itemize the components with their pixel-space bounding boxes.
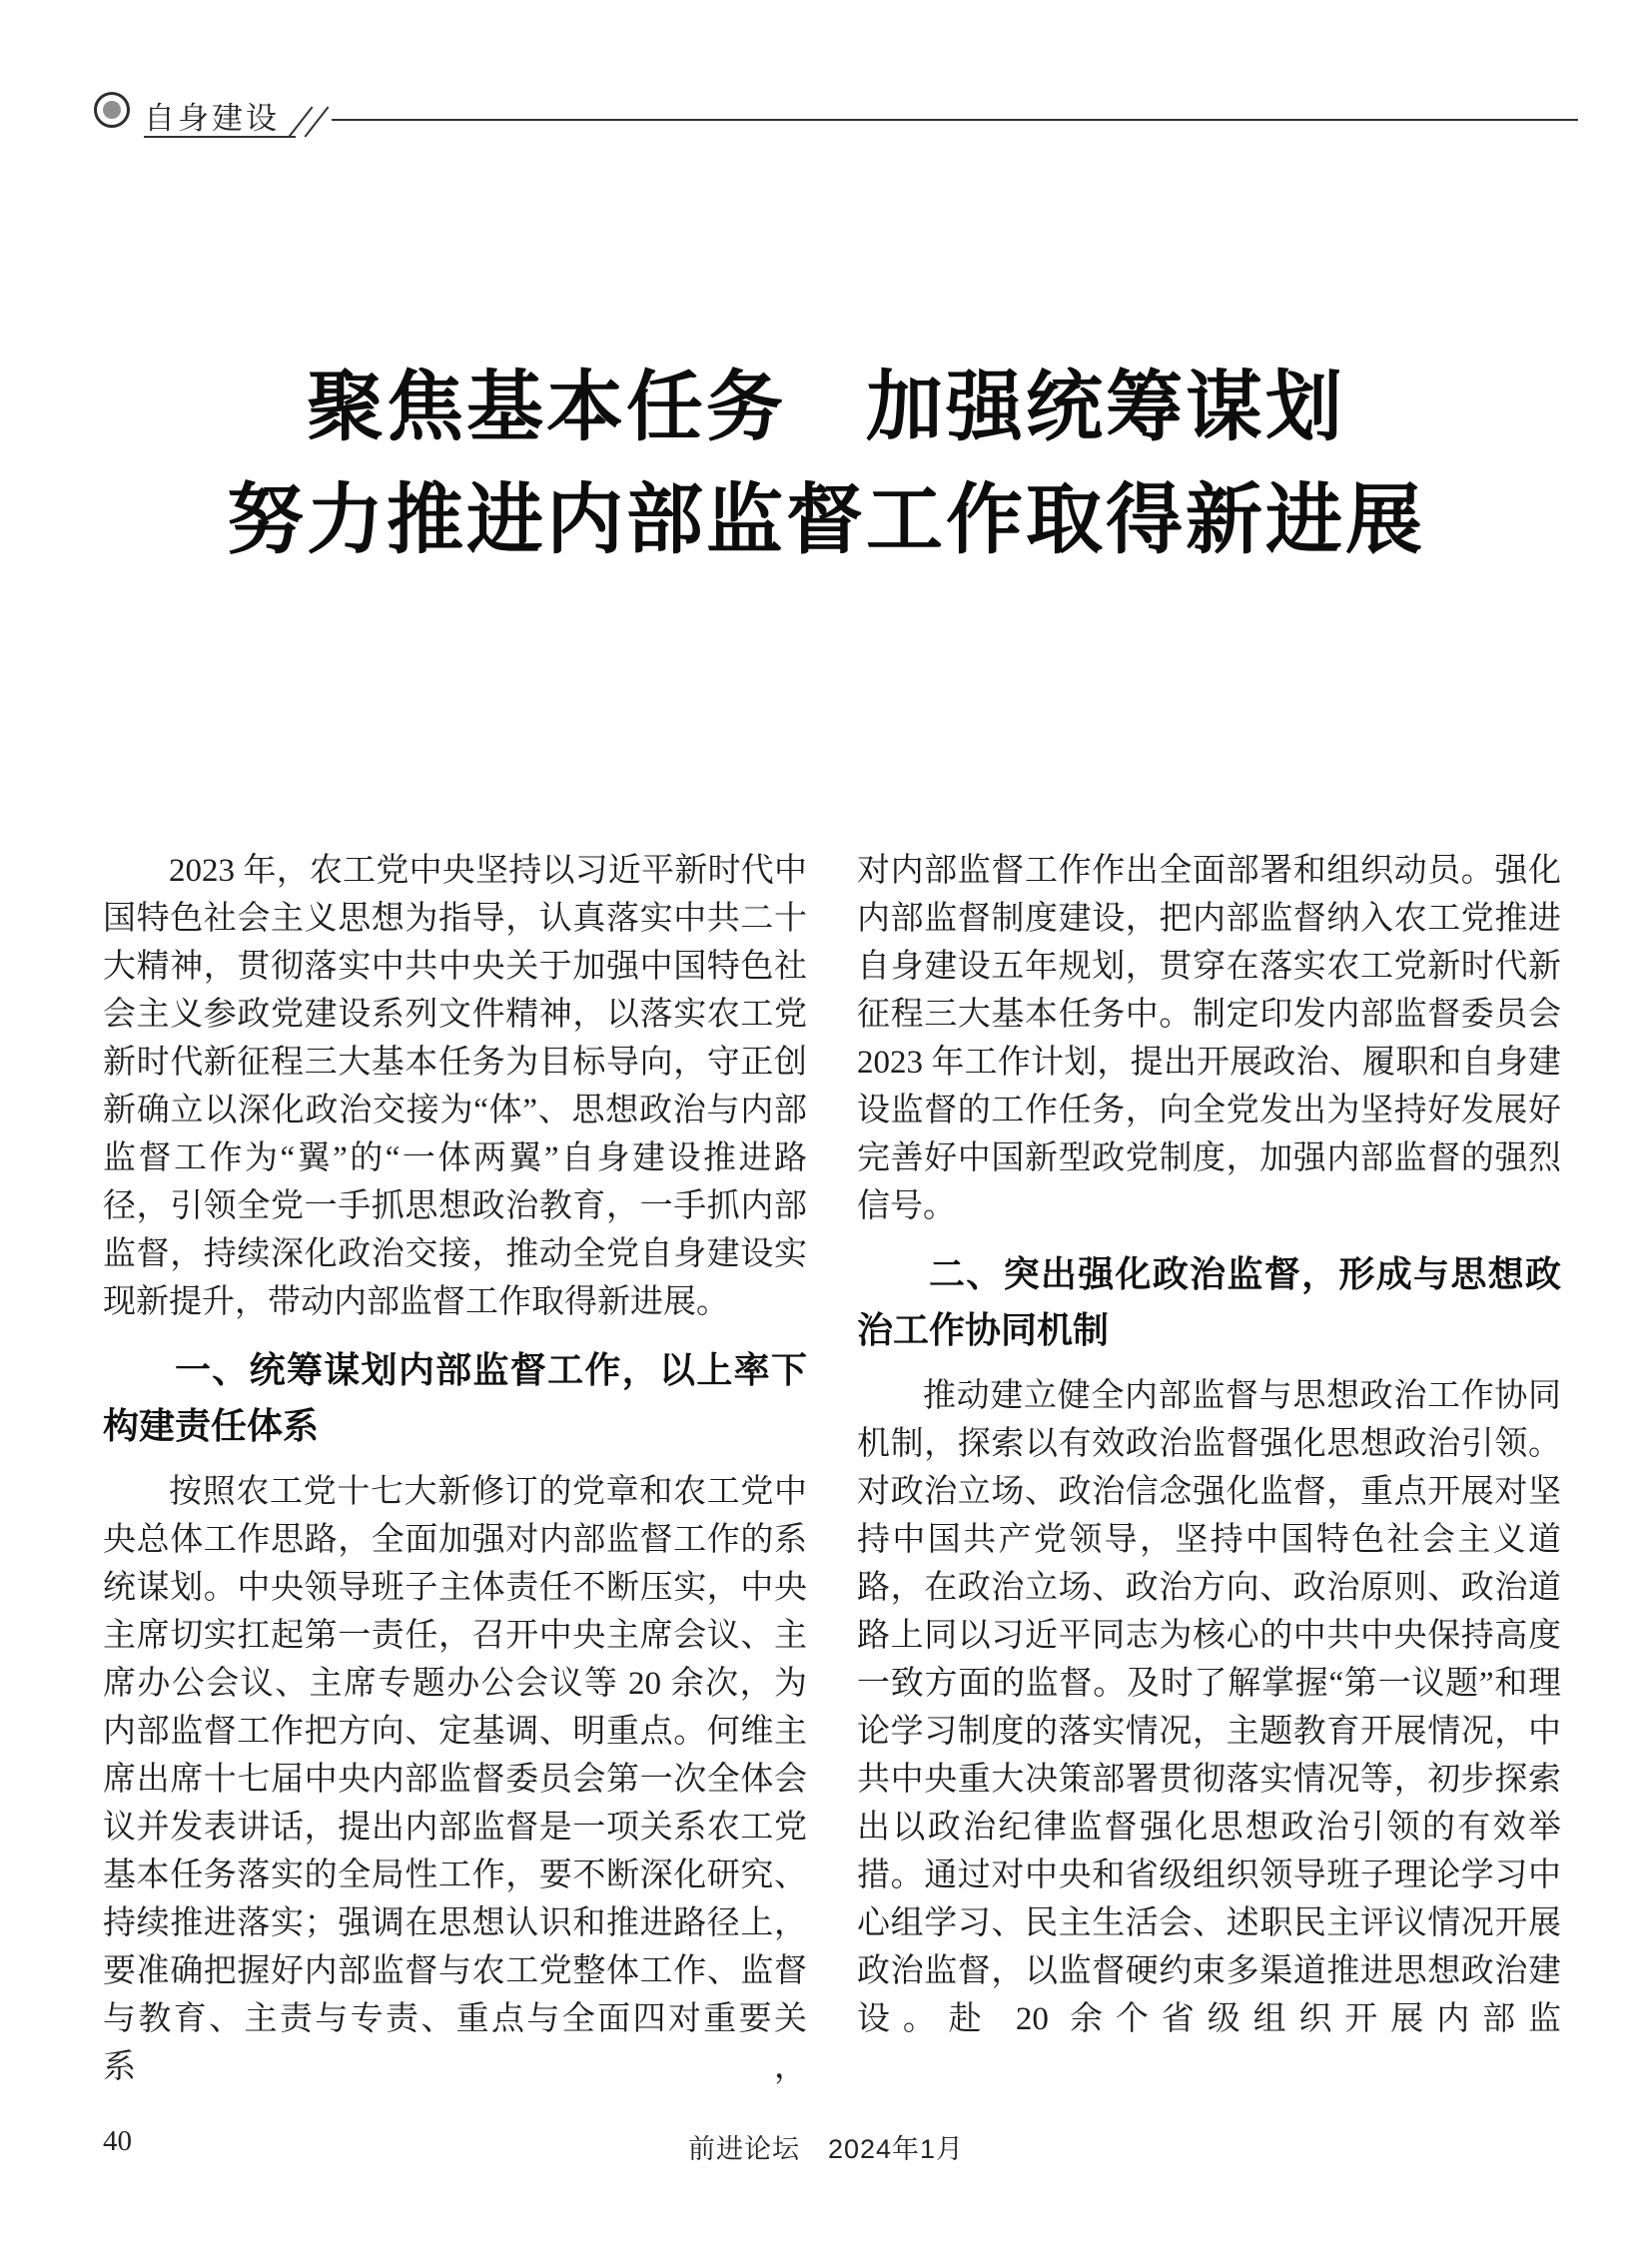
page-footer	[0, 2123, 1652, 2167]
article-title-line-1: 聚焦基本任务 加强统筹谋划	[307, 365, 1345, 450]
header-rule	[332, 119, 1578, 121]
column-right	[857, 847, 1561, 2091]
body-paragraph-continued: 对内部监督工作作出全面部署和组织动员。强化内部监督制度建设，把内部监督纳入农工党推进自身建设五年规划，贯穿在落实农工党新时代新征程三大基本任务中。制定印发内部监督委员会 2023 年工作计划，提出开展政治、履职和自身建设监督的工作任务，向全党发出为坚持好发展好完善好中国新型政党制度，加强内部监督的强烈信号。	[857, 853, 1561, 1224]
body-paragraph: 推动建立健全内部监督与思想政治工作协同机制，探索以有效政治监督强化思想政治引领。对政治立场、政治信念强化监督，重点开展对坚持中国共产党领导，坚持中国特色社会主义道路，在政治立场、政治方向、政治原则、政治道路上同以习近平同志为核心的中共中央保持高度一致方面的监督。及时了解掌握“第一议题”和理论学习制度的落实情况，主题教育开展情况，中共中央重大决策部署贯彻落实情况等，初步探索出以政治纪律监督强化思想政治引领的有效举措。通过对中央和省级组织领导班子理论学习中心组学习、民主生活会、述职民主评议情况开展政治监督，以监督硬约束多渠道推进思想政治建设。赴 20 余个省级组织开展内部监	[857, 1378, 1561, 2037]
body-paragraph: 按照农工党十七大新修订的党章和农工党中央总体工作思路，全面加强对内部监督工作的系统谋划。中央领导班子主体责任不断压实，中央主席切实扛起第一责任，召开中央主席会议、主席办公会议、主席专题办公会议等 20 余次，为内部监督工作把方向、定基调、明重点。何维主席出席十七届中央内部监督委员会第一次全体会议并发表讲话，提出内部监督是一项关系农工党基本任务落实的全局性工作，要不断深化研究、持续推进落实；强调在思想认识和推进路径上，要准确把握好内部监督与农工党整体工作、监督与教育、主责与专责、重点与全面四对重要关系，	[103, 1474, 807, 2085]
section-label: 自身建设	[144, 101, 280, 136]
page-header	[0, 0, 1652, 160]
page-number: 40	[103, 2125, 132, 2157]
article-title	[0, 352, 1652, 577]
target-bullet-icon-dot	[103, 101, 121, 119]
body-paragraph: 2023 年，农工党中央坚持以习近平新时代中国特色社会主义思想为指导，认真落实中共二十大精神，贯彻落实中共中央关于加强中国特色社会主义参政党建设系列文件精神，以落实农工党新时代新征程三大基本任务为目标导向，守正创新确立以深化政治交接为“体”、思想政治与内部监督工作为“翼”的“一体两翼”自身建设推进路径，引领全党一手抓思想政治教育，一手抓内部监督，持续深化政治交接，推动全党自身建设实现新提升，带动内部监督工作取得新进展。	[103, 853, 807, 1320]
column-left	[103, 847, 807, 2091]
article-body	[103, 847, 1561, 2091]
journal-footer-line: 前进论坛 2024年1月	[687, 2134, 965, 2164]
section-label-underline	[144, 136, 296, 138]
article-title-line-2: 努力推进内部监督工作取得新进展	[227, 477, 1425, 563]
section-heading-2: 二、突出强化政治监督，形成与思想政治工作协同机制	[857, 1253, 1561, 1350]
target-bullet-icon	[94, 92, 130, 128]
section-heading-1: 一、统筹谋划内部监督工作，以上率下构建责任体系	[103, 1349, 807, 1446]
